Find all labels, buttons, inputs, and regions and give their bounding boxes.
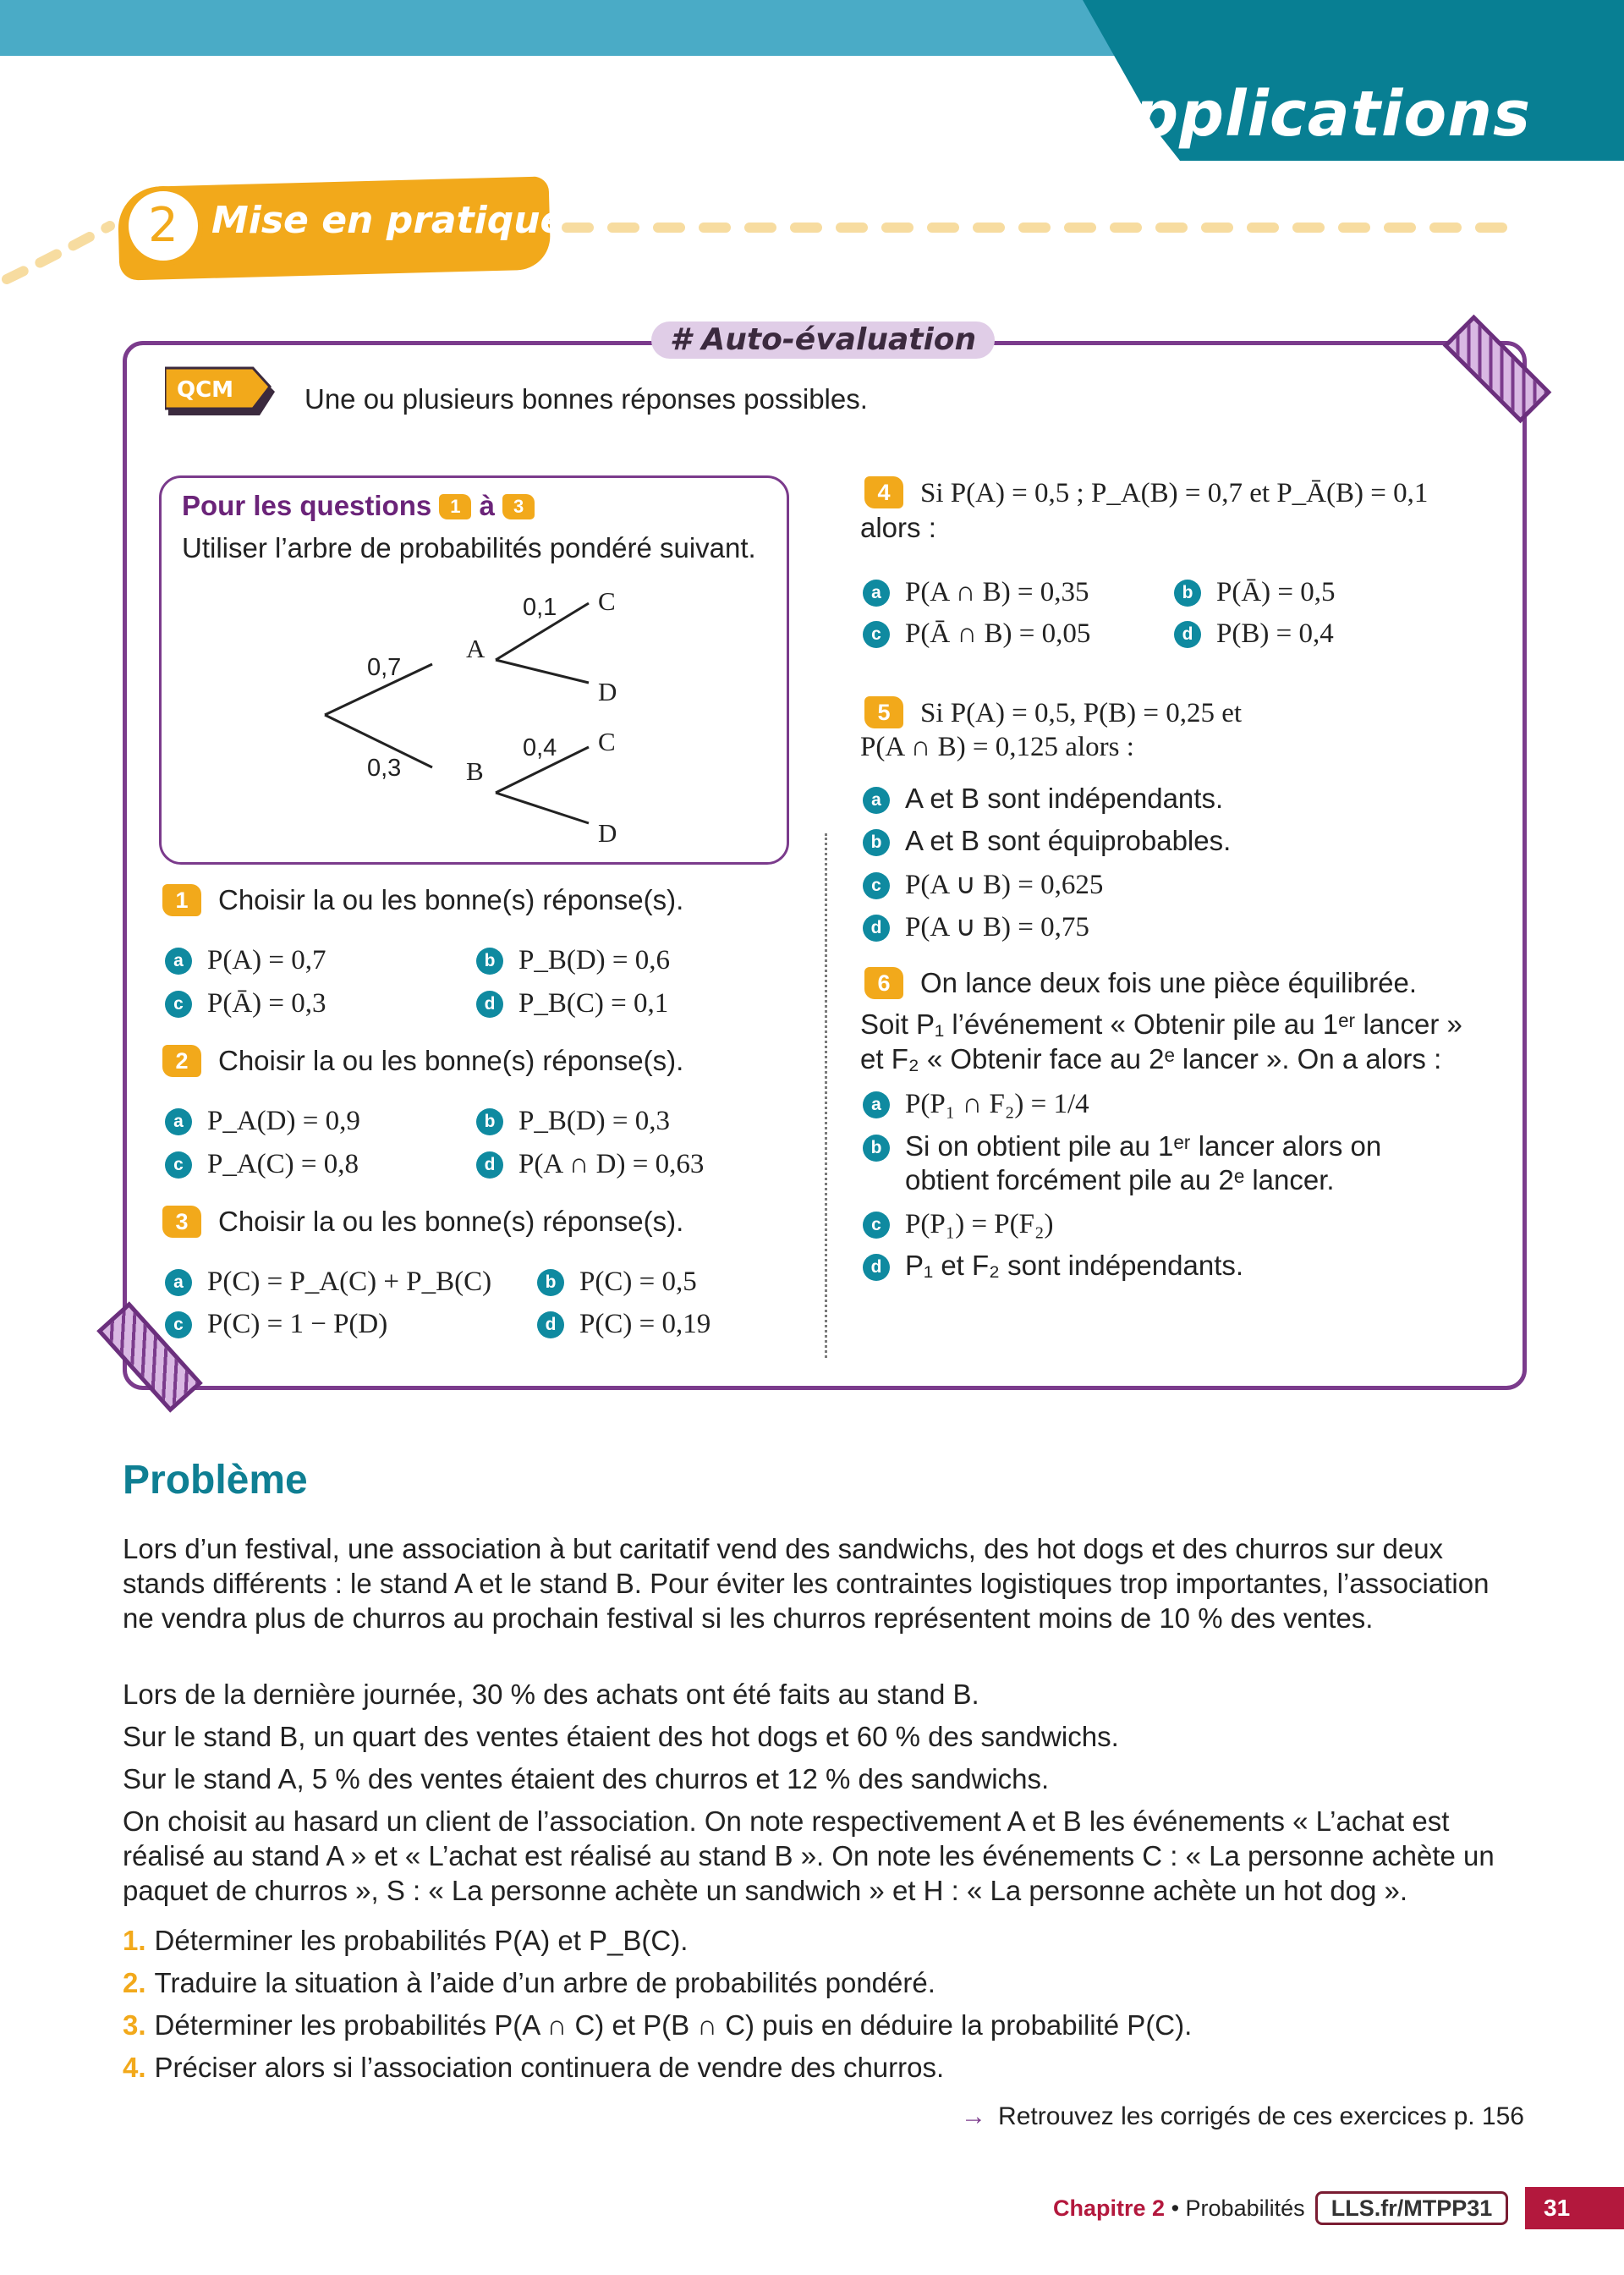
option-text: P(C) = 1 − P(D) <box>207 1309 388 1339</box>
qcm-instruction: Une ou plusieurs bonnes réponses possibles. <box>304 383 868 415</box>
q6-option-a[interactable] <box>863 1087 1089 1120</box>
heading-to-badge: 3 <box>502 494 535 519</box>
question-text: Choisir la ou les bonne(s) réponse(s). <box>218 1206 684 1237</box>
option-letter: c <box>863 621 890 648</box>
qcm-label: QCM <box>177 377 234 403</box>
prob-B: 0,3 <box>367 755 402 782</box>
option-text: P(P₁) = P(F₂) <box>905 1209 1054 1239</box>
option-letter: d <box>863 915 890 942</box>
question-2 <box>162 1045 683 1077</box>
q1-option-c[interactable] <box>165 986 326 1019</box>
option-letter: a <box>165 948 192 975</box>
q6-option-d[interactable] <box>863 1250 1243 1282</box>
option-text: A et B sont équiprobables. <box>905 825 1232 856</box>
option-text: P₁ et F₂ sont indépendants. <box>905 1250 1244 1281</box>
q4-option-b[interactable] <box>1174 575 1336 608</box>
heading-from-badge: 1 <box>439 494 471 519</box>
probleme-title: Problème <box>123 1458 308 1503</box>
q5-option-a[interactable] <box>863 783 1223 815</box>
question-number-badge: 1 <box>162 884 201 916</box>
question-text: Préciser alors si l’association continuera de vendre des churros. <box>154 2052 945 2083</box>
probleme-question-2 <box>123 1967 935 1999</box>
question-1 <box>162 884 683 916</box>
page-number: 31 <box>1525 2187 1624 2229</box>
option-text: P(P₁ ∩ F₂) = 1/4 <box>905 1089 1089 1119</box>
option-letter: b <box>476 1108 503 1135</box>
option-letter: d <box>476 1151 503 1179</box>
option-text: P(C) = P_A(C) + P_B(C) <box>207 1267 492 1297</box>
question-text: On lance deux fois une pièce équilibrée. <box>920 967 1418 998</box>
branch-A-D <box>496 660 589 683</box>
heading-join: à <box>479 490 495 521</box>
question-number-badge: 4 <box>864 476 903 508</box>
option-text: P_B(D) = 0,3 <box>518 1106 671 1136</box>
probleme-question-4 <box>123 2052 944 2084</box>
q5-option-c[interactable] <box>863 867 1103 901</box>
option-letter: d <box>1174 621 1201 648</box>
q2-option-b[interactable] <box>476 1104 670 1137</box>
arrow-right-icon: → <box>961 2102 987 2130</box>
option-text: Si on obtient pile au 1ᵉʳ lancer alors on <box>905 1130 1382 1162</box>
auto-evaluation-tag: # Auto-évaluation <box>651 321 995 359</box>
option-text: P(A) = 0,7 <box>207 945 326 975</box>
q2-option-c[interactable] <box>165 1147 359 1180</box>
corriges-text: Retrouvez les corrigés de ces exercices p. 156 <box>998 2102 1524 2130</box>
probability-tree-box <box>159 475 789 865</box>
leaf-A-D: D <box>598 677 617 706</box>
branch-B-D <box>496 793 589 823</box>
question-4-line2: alors : <box>860 512 936 543</box>
option-text: P_A(C) = 0,8 <box>207 1149 359 1179</box>
question-number: 1. <box>123 1925 146 1956</box>
question-5-line2: P(A ∩ B) = 0,125 alors : <box>860 732 1134 762</box>
q2-option-a[interactable] <box>165 1104 360 1137</box>
q4-option-d[interactable] <box>1174 617 1334 650</box>
chapter-label: Chapitre 2 <box>1053 2195 1166 2221</box>
option-letter: c <box>863 872 890 899</box>
option-text: A et B sont indépendants. <box>905 783 1224 814</box>
tree-box-instruction: Utiliser l’arbre de probabilités pondéré suivant. <box>182 532 756 563</box>
option-letter: a <box>863 1091 890 1118</box>
option-letter: b <box>476 948 503 975</box>
page-section-title: Applications <box>1084 78 1531 151</box>
option-text: P(C) = 0,19 <box>579 1309 711 1339</box>
q1-option-d[interactable] <box>476 986 668 1019</box>
option-letter: b <box>863 829 890 856</box>
question-number-badge: 5 <box>864 696 903 728</box>
option-letter: d <box>863 1254 890 1281</box>
leaf-A-C: C <box>598 586 616 616</box>
question-text: Choisir la ou les bonne(s) réponse(s). <box>218 1045 684 1076</box>
question-number-badge: 2 <box>162 1045 201 1077</box>
q3-option-a[interactable] <box>165 1265 491 1298</box>
prob-B-C: 0,4 <box>523 734 557 761</box>
question-number-badge: 3 <box>162 1206 201 1238</box>
option-text: P(A ∪ B) = 0,75 <box>905 912 1089 942</box>
probleme-paragraph-4: Sur le stand A, 5 % des ventes étaient des churros et 12 % des sandwichs. <box>123 1763 1050 1794</box>
option-letter: b <box>1174 580 1201 607</box>
q6-option-b[interactable] <box>863 1130 1381 1162</box>
question-text: Traduire la situation à l’aide d’un arbre de probabilités pondéré. <box>154 1967 935 1998</box>
option-letter: b <box>537 1269 564 1296</box>
option-letter: b <box>863 1135 890 1162</box>
node-A: A <box>466 634 486 663</box>
question-6-line3: et F₂ « Obtenir face au 2ᵉ lancer ». On a alors : <box>860 1043 1442 1074</box>
corriges-link[interactable] <box>961 2102 1524 2131</box>
q1-option-b[interactable] <box>476 943 670 976</box>
option-letter: d <box>537 1311 564 1338</box>
q3-option-c[interactable] <box>165 1307 387 1340</box>
question-number: 2. <box>123 1967 146 1998</box>
section-label: Mise en pratique <box>211 199 566 242</box>
option-letter: a <box>165 1108 192 1135</box>
prob-A: 0,7 <box>367 654 402 681</box>
question-3 <box>162 1206 683 1238</box>
q3-option-d[interactable] <box>537 1307 710 1340</box>
footer-web-link[interactable]: LLS.fr/MTPP31 <box>1315 2191 1508 2225</box>
option-text: P(A ∩ B) = 0,35 <box>905 577 1089 607</box>
heading-prefix: Pour les questions <box>182 490 432 521</box>
probability-tree <box>162 478 792 867</box>
question-4 <box>864 476 1428 509</box>
q3-option-b[interactable] <box>537 1265 697 1298</box>
prob-A-C: 0,1 <box>523 594 557 621</box>
question-text: Si P(A) = 0,5, P(B) = 0,25 et <box>920 698 1243 728</box>
q5-option-d[interactable] <box>863 909 1089 943</box>
probleme-question-3 <box>123 2009 1192 2041</box>
option-text: P_A(D) = 0,9 <box>207 1106 360 1136</box>
qcm-badge <box>165 366 279 420</box>
question-text: Déterminer les probabilités P(A) et P_B(C). <box>154 1925 689 1956</box>
option-letter: c <box>165 1151 192 1179</box>
question-6-line2: Soit P₁ l’événement « Obtenir pile au 1ᵉʳ lancer » <box>860 1008 1462 1040</box>
option-text: P(Ā ∩ B) = 0,05 <box>905 618 1091 649</box>
option-letter: d <box>476 991 503 1018</box>
question-text: Déterminer les probabilités P(A ∩ C) et P(B ∩ C) puis en déduire la probabilité P(C). <box>154 2009 1193 2041</box>
column-divider <box>825 833 827 1358</box>
probleme-paragraph-1: Lors d’un festival, une association à but caritatif vend des sandwichs, des hot dogs et des churros sur deux stands différents : le stand A et le stand B. Pour éviter les contraintes logistiques trop importantes, l’association ne vendra plus de churros au prochain festival si les churros représentent moins de 10 % des ventes. <box>123 1533 1490 1634</box>
option-text: P(A ∩ D) = 0,63 <box>518 1149 705 1179</box>
option-letter: c <box>165 991 192 1018</box>
option-letter: a <box>863 580 890 607</box>
question-5 <box>864 696 1242 729</box>
q5-option-b[interactable] <box>863 825 1231 857</box>
question-number: 3. <box>123 2009 146 2041</box>
option-text: P(B) = 0,4 <box>1216 618 1334 649</box>
footer-chapter <box>1053 2195 1305 2222</box>
option-text: P_B(D) = 0,6 <box>518 945 671 975</box>
chapter-topic: Probabilités <box>1185 2195 1305 2221</box>
leaf-B-C: C <box>598 727 616 756</box>
q6-option-b-line2: obtient forcément pile au 2ᵉ lancer. <box>905 1164 1335 1195</box>
option-text: P(A ∪ B) = 0,625 <box>905 870 1104 900</box>
q4-option-c[interactable] <box>863 617 1090 650</box>
question-6 <box>864 967 1417 999</box>
q6-option-c[interactable] <box>863 1207 1054 1240</box>
question-number: 4. <box>123 2052 146 2083</box>
option-letter: a <box>863 787 890 814</box>
q1-option-a[interactable] <box>165 943 326 976</box>
probleme-paragraph-3: Sur le stand B, un quart des ventes étaient des hot dogs et 60 % des sandwichs. <box>123 1721 1119 1752</box>
q4-option-a[interactable] <box>863 575 1089 608</box>
footer-separator: • <box>1171 2195 1180 2221</box>
question-number-badge: 6 <box>864 967 903 999</box>
leaf-B-D: D <box>598 818 617 848</box>
q2-option-d[interactable] <box>476 1147 704 1180</box>
question-text: Si P(A) = 0,5 ; P_A(B) = 0,7 et P_Ā(B) = 0,1 <box>920 478 1429 508</box>
option-text: P(C) = 0,5 <box>579 1267 697 1297</box>
probleme-paragraph-5: On choisit au hasard un client de l’association. On note respectivement A et B les événements « L’achat est réalisé au stand A » et « L’achat est réalisé au stand B ». On note les événements C : « La personne achète un paquet de churros », S : « La personne achète un sandwich » et H : « La personne achète un hot dog ». <box>123 1805 1495 1906</box>
question-text: Choisir la ou les bonne(s) réponse(s). <box>218 884 684 915</box>
section-number: 2 <box>123 186 203 266</box>
option-text: P_B(C) = 0,1 <box>518 988 669 1019</box>
option-letter: a <box>165 1269 192 1296</box>
option-text: P(Ā) = 0,3 <box>207 988 326 1019</box>
option-text: P(Ā) = 0,5 <box>1216 577 1336 607</box>
option-letter: c <box>165 1311 192 1338</box>
node-B: B <box>466 756 484 786</box>
probleme-paragraph-2: Lors de la dernière journée, 30 % des achats ont été faits au stand B. <box>123 1679 979 1710</box>
option-letter: c <box>863 1212 890 1239</box>
probleme-question-1 <box>123 1925 688 1957</box>
